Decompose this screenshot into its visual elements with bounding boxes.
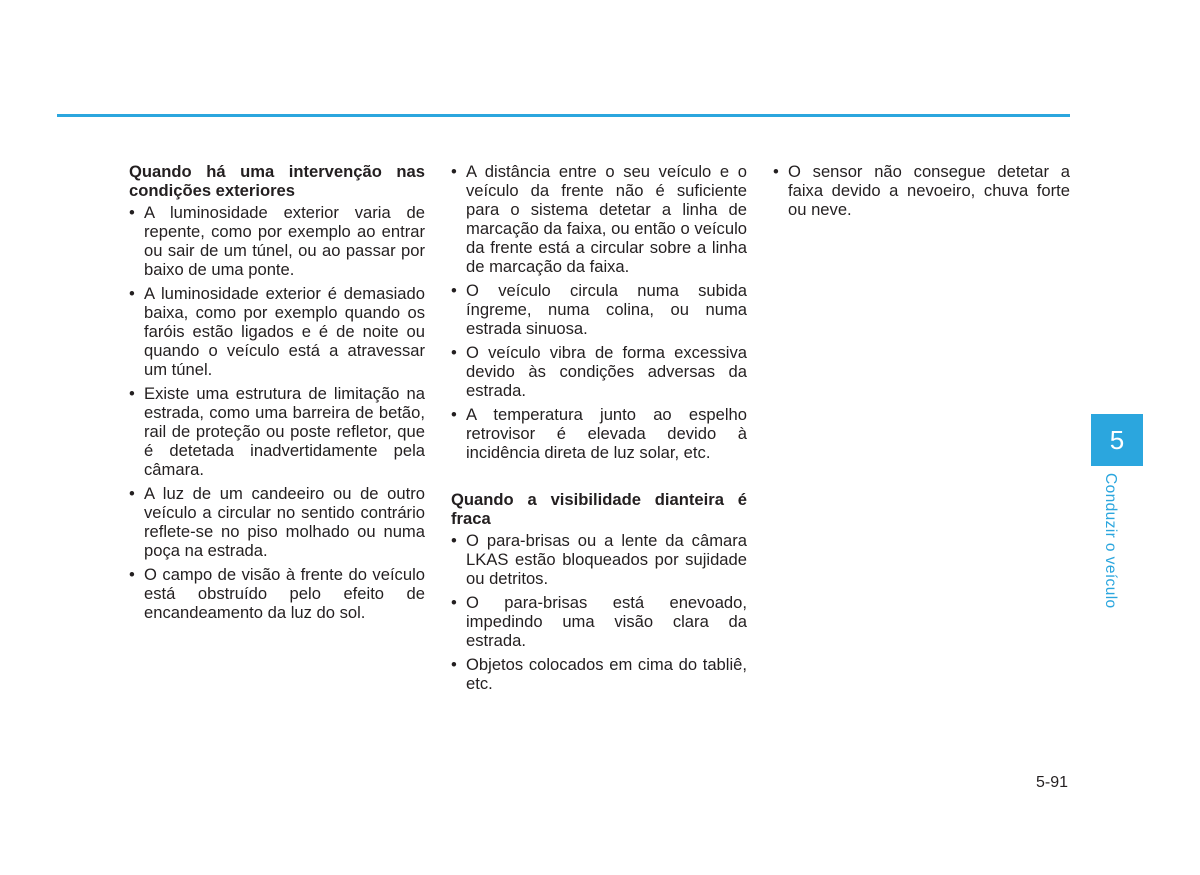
list-item: • A temperatura junto ao espelho retrovisor é elevada devido à incidência direta de luz solar, etc. — [451, 405, 747, 462]
page-number: 5-91 — [1035, 774, 1068, 791]
bullet-list-continued — [451, 162, 747, 462]
list-item: • O veículo vibra de forma excessiva devido às condições adversas da estrada. — [451, 343, 747, 400]
list-item: • A luminosidade exterior é demasiado baixa, como por exemplo quando os faróis estão ligados e é de noite ou quando o veículo está a atravessar um túnel. — [129, 284, 425, 379]
list-item: • A luz de um candeeiro ou de outro veículo a circular no sentido contrário reflete-se no piso molhado ou numa poça na estrada. — [129, 484, 425, 560]
list-item: • Existe uma estrutura de limitação na estrada, como uma barreira de betão, rail de proteção ou poste refletor, que é detetada inadvertidamente pela câmara. — [129, 384, 425, 479]
list-item: • A distância entre o seu veículo e o veículo da frente não é suficiente para o sistema detetar a linha de marcação da faixa, ou então o veículo da frente está a circular sobre a linha de marcação da faixa. — [451, 162, 747, 276]
text-column-1 — [129, 162, 425, 627]
list-item: • O sensor não consegue detetar a faixa devido a nevoeiro, chuva forte ou neve. — [773, 162, 1070, 219]
chapter-number-tab: 5 — [1091, 414, 1143, 466]
header-rule — [57, 114, 1070, 117]
bullet-list-poor-visibility — [451, 531, 747, 693]
chapter-title: Conduzir o veículo — [1102, 473, 1119, 609]
list-item: • A luminosidade exterior varia de repente, como por exemplo ao entrar ou sair de um túnel, ou ao passar por baixo de uma ponte. — [129, 203, 425, 279]
list-item: • O veículo circula numa subida íngreme, numa colina, ou numa estrada sinuosa. — [451, 281, 747, 338]
section-heading-exterior-conditions: Quando há uma intervenção nas condições exteriores — [129, 162, 425, 200]
text-column-3 — [773, 162, 1070, 224]
list-item: • O para-brisas ou a lente da câmara LKAS estão bloqueados por sujidade ou detritos. — [451, 531, 747, 588]
list-item: • O para-brisas está enevoado, impedindo uma visão clara da estrada. — [451, 593, 747, 650]
text-column-2 — [451, 162, 747, 698]
list-item: • Objetos colocados em cima do tabliê, etc. — [451, 655, 747, 693]
bullet-list-exterior-conditions — [129, 203, 425, 622]
bullet-list-weather — [773, 162, 1070, 219]
section-heading-poor-visibility: Quando a visibilidade dianteira é fraca — [451, 490, 747, 528]
list-item: • O campo de visão à frente do veículo está obstruído pelo efeito de encandeamento da luz do sol. — [129, 565, 425, 622]
